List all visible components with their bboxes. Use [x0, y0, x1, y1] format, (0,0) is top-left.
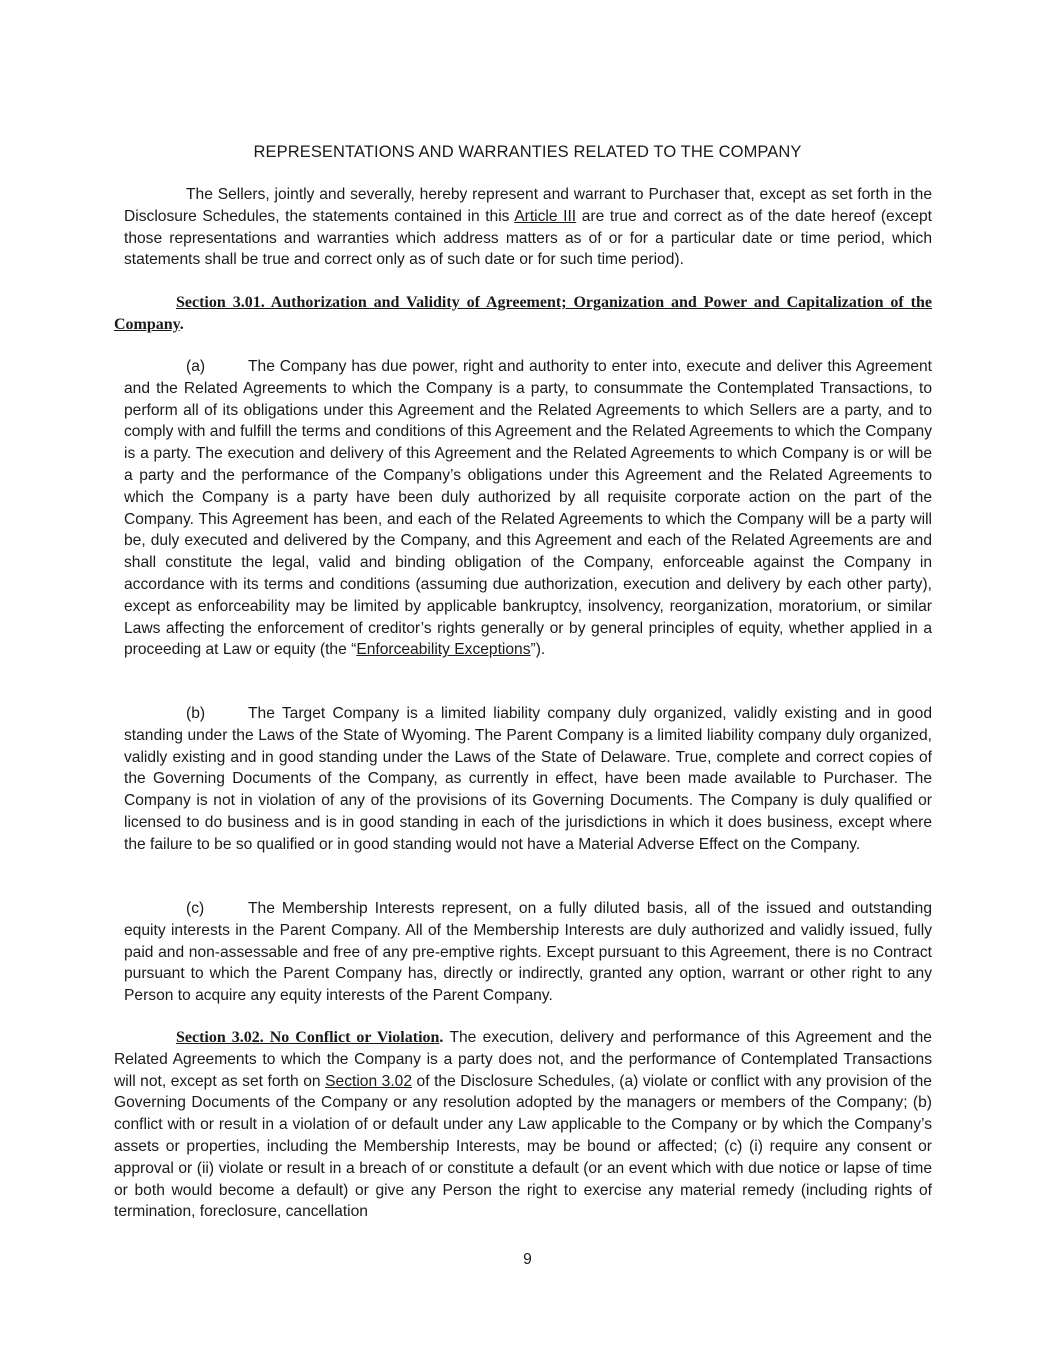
section-301-paragraph-a [124, 356, 932, 661]
section-301-paragraph-b [124, 703, 932, 856]
paragraph-a-text-1: The Company has due power, right and authority to enter into, execute and deliver this Agreement and the Related Agreements to which the Company is a party, to consummate the Contemplated Transactions, to perform all of its obligations under this Agreement and the Related Agreements to which Sellers are a party, and to comply with and fulfill the terms and conditions of this Agreement and the Related Agreements to which the Company is a party. The execution and delivery of this Agreement and the Related Agreements to which Company is or will be a party and the performance of the Company’s obligations under this Agreement and the Related Agreements to which the Company is a party have been duly authorized by all requisite corporate action on the part of the Company. This Agreement has been, and each of the Related Agreements to which the Company will be a party will be, duly executed and delivered by the Company, and this Agreement and each of the Related Agreements are and shall constitute the legal, valid and binding obligation of the Company, enforceable against the Company in accordance with its terms and conditions (assuming due authorization, execution and delivery by each other party), except as enforceability may be limited by applicable bankruptcy, insolvency, reorganization, moratorium, or similar Laws affecting the enforcement of creditor’s rights generally or by general principles of equity, whether applied in a proceeding at Law or equity (the “ [124, 358, 932, 659]
paragraph-b-text: The Target Company is a limited liability company duly organized, validly existing and in good standing under the Laws of the State of Wyoming. The Parent Company is a limited liability company duly organized, validly existing and in good standing under the Laws of the State of Delaware. True, complete and correct copies of the Governing Documents of the Company, as currently in effect, have been made available to Purchaser. The Company is not in violation of any of the provisions of its Governing Documents. The Company is duly qualified or licensed to do business and is in good standing in each of the jurisdictions in which it does business, except where the failure to be so qualified or in good standing would not have a Material Adverse Effect on the Company. [124, 705, 932, 853]
section-302-text-1: The execution, delivery and performance of this Agreement and the Related Agreements to which the Company is a party does not, and the performance of Contemplated Transactions will not, except as set forth on [114, 1029, 932, 1090]
paragraph-a-text-2: ”). [530, 641, 546, 659]
section-301-heading [114, 292, 932, 336]
intro-paragraph [124, 184, 932, 271]
intro-text-1: The Sellers, jointly and severally, hereby represent and warrant to Purchaser that, except as set forth in the Disclosure Schedules, the statements contained in this [124, 186, 932, 225]
paragraph-c-text: The Membership Interests represent, on a fully diluted basis, all of the issued and outstanding equity interests in the Parent Company. All of the Membership Interests are duly authorized and validly issued, fully paid and non-assessable and free of any pre-emptive rights. Except pursuant to this Agreement, there is no Contract pursuant to which the Parent Company has, directly or indirectly, granted any option, warrant or other right to any Person to acquire any equity interests of the Parent Company. [124, 900, 932, 1005]
section-302-reference: Section 3.02 [325, 1072, 413, 1090]
paragraph-a-label: (a) [186, 358, 206, 375]
enforceability-exceptions-term: Enforceability Exceptions [356, 641, 531, 659]
paragraph-c-label: (c) [186, 900, 205, 917]
section-302-heading: Section 3.02. No Conflict or Violation [176, 1029, 440, 1046]
page-number: 9 [523, 1251, 532, 1268]
section-301-heading-period: . [179, 316, 184, 333]
section-302-text-2: of the Disclosure Schedules, (a) violate or conflict with any provision of the Governing Documents of the Company or any resolution adopted by the managers or members of the Company; (b) conflict with or result in a violation of or default under any Law applicable to the Company or by which the Company’s assets or properties, including the Membership Interests, may be bound or affected; (c) (i) require any consent or approval or (ii) violate or result in a breach of or constitute a default (or an event which with due notice or lapse of time or both would become a default) or give any Person the right to exercise any material remedy (including rights of termination, foreclosure, cancellation [114, 1072, 932, 1221]
article-title: REPRESENTATIONS AND WARRANTIES RELATED TO THE COMPANY [253, 143, 802, 161]
section-302-heading-period: . [439, 1029, 444, 1046]
section-301-paragraph-c [124, 898, 932, 1007]
section-301-heading-text: Section 3.01. Authorization and Validity of Agreement; Organization and Power and Capitalization of the Company [114, 294, 932, 333]
section-302-paragraph [114, 1027, 932, 1223]
intro-text-2: are true and correct as of the date hereof (except those representations and warranties which address matters as of or for a particular date or time period, which statements shall be true and correct only as of such date or for such time period). [124, 207, 932, 269]
paragraph-b-label: (b) [186, 705, 206, 722]
article-iii-reference: Article III [514, 207, 577, 225]
